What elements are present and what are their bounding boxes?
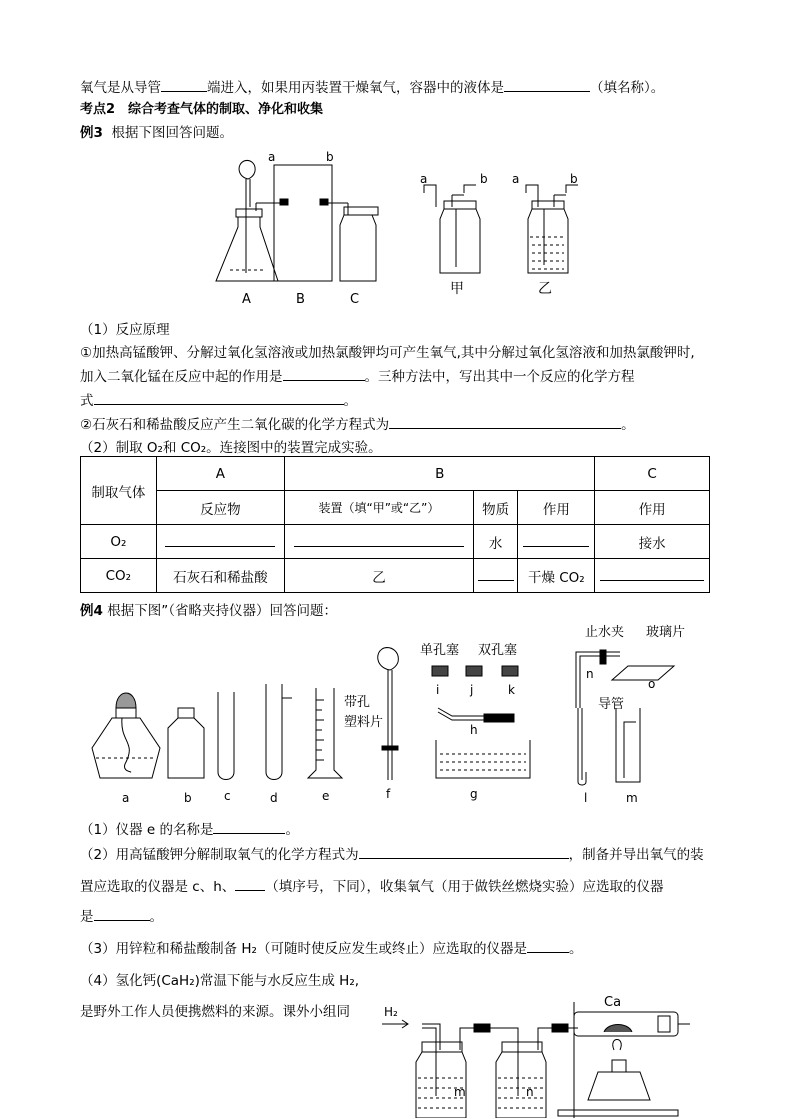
label-a: a — [268, 150, 276, 164]
text: 加入二氧化锰在反应中起的作用是 — [80, 369, 283, 385]
label-A: A — [242, 292, 251, 307]
example-text: 根据下图”（省略夹持仪器）回答问题： — [107, 603, 337, 619]
section-heading: 考点2 综合考查气体的制取、净化和收集 — [80, 102, 324, 117]
label-single: 单孔塞 — [420, 643, 460, 658]
example-3-title — [80, 121, 233, 141]
cell-reactant: 石灰石和稀盐酸 — [156, 559, 285, 593]
bottle-c — [340, 215, 376, 281]
text: 氧气是从导管 — [80, 80, 161, 96]
text: （1）仪器 e 的名称是 — [80, 822, 214, 838]
para-1-line3 — [80, 389, 357, 409]
question-2-line2 — [80, 875, 664, 895]
alcohol-lamp-2 — [588, 1072, 650, 1100]
bottle-yi — [528, 209, 568, 273]
blank[interactable] — [504, 78, 590, 92]
label-e: e — [322, 789, 330, 803]
text: 。 — [568, 941, 583, 957]
table-row — [81, 525, 710, 559]
bottle-n — [496, 1052, 546, 1118]
cell-blank[interactable] — [156, 525, 285, 559]
text: ②石灰石和稀盐酸反应产生二氧化碳的化学方程式为 — [80, 417, 390, 433]
label-m: m — [454, 1085, 466, 1099]
stopper-k — [502, 666, 518, 676]
table-row — [81, 559, 710, 593]
cell-gas: CO₂ — [81, 559, 157, 593]
label-ca: Ca — [604, 995, 622, 1010]
text: 。 — [285, 822, 299, 838]
th-C: C — [595, 457, 710, 491]
blank[interactable] — [389, 415, 621, 429]
label-n: n — [586, 667, 594, 681]
label-d: d — [270, 791, 278, 805]
question-1 — [80, 818, 299, 838]
label-c: c — [224, 789, 231, 803]
text: （填序号，下同），收集氧气（用于做铁丝燃烧实验）应选取的仪器 — [265, 879, 664, 895]
bottle-b — [168, 718, 204, 778]
label-a3: a — [512, 172, 520, 186]
label-l: l — [584, 791, 588, 805]
tube-d — [266, 684, 282, 780]
label-j: j — [470, 683, 474, 697]
blank[interactable] — [527, 939, 569, 953]
label-pipe: 导管 — [598, 697, 625, 712]
label-m: m — [626, 791, 638, 805]
para-1-line2 — [80, 365, 635, 385]
label-n: n — [526, 1085, 534, 1099]
th-substance: 物质 — [473, 491, 518, 525]
figure-apparatus-abc — [200, 145, 600, 307]
graduated-cylinder — [308, 688, 342, 778]
bottle-jia — [440, 209, 480, 273]
text: （3）用锌粒和稀盐酸制备 H₂（可随时使反应发生或终止）应选取的仪器是 — [80, 941, 527, 957]
label-b3: b — [570, 172, 578, 186]
cell-substance: 水 — [473, 525, 518, 559]
text: 。三种方法中，写出其中一个反应的化学方程 — [364, 369, 635, 385]
example-text: 根据下图回答问题。 — [111, 125, 233, 141]
figure-instruments — [80, 622, 720, 808]
text: 。 — [149, 909, 163, 925]
para-1-line1: ①加热高锰酸钾、分解过氧化氢溶液或加热氯酸钾均可产生氧气,其中分解过氧化氢溶液和加热氯酸钾时, — [80, 345, 695, 361]
label-b: b — [326, 150, 334, 164]
label-C: C — [350, 292, 360, 307]
th-gas: 制取气体 — [81, 457, 157, 525]
stopper-j — [466, 666, 482, 676]
text: 式 — [80, 393, 94, 409]
label-glass: 玻璃片 — [646, 625, 686, 640]
label-yi: 乙 — [538, 281, 552, 297]
cell-blank[interactable] — [595, 559, 710, 593]
stopper-i — [432, 666, 448, 676]
text: ，制备并导出氧气的装 — [568, 847, 704, 863]
cell-device: 乙 — [285, 559, 474, 593]
label-f: f — [386, 787, 391, 801]
stopper — [236, 209, 262, 217]
blank[interactable] — [94, 391, 344, 405]
blank[interactable] — [94, 907, 150, 921]
th-role-c: 作用 — [595, 491, 710, 525]
test-tube — [218, 692, 234, 780]
blank[interactable] — [161, 78, 207, 92]
example-label: 例3 — [80, 125, 103, 141]
line-oxygen-inlet — [80, 76, 664, 96]
text: （2）用高锰酸钾分解制取氧气的化学方程式为 — [80, 847, 359, 863]
flask-a — [216, 217, 278, 281]
blank[interactable] — [359, 845, 569, 859]
figure-hydrogen-apparatus — [378, 972, 698, 1118]
text: 置应选取的仪器是 c、h、 — [80, 879, 236, 895]
sub-heading-2: （2）制取 O₂和 CO₂。连接图中的装置完成实验。 — [80, 440, 382, 456]
para-2 — [80, 413, 635, 433]
sub-heading-1: （1）反应原理 — [80, 322, 170, 338]
gas-table — [80, 456, 710, 593]
cell-gas: O₂ — [81, 525, 157, 559]
label-i: i — [436, 683, 440, 697]
question-2-line3 — [80, 905, 163, 925]
th-role-b: 作用 — [518, 491, 595, 525]
label-double: 双孔塞 — [478, 643, 518, 658]
funnel-bulb — [239, 160, 255, 179]
label-a: a — [122, 791, 130, 805]
text: 。 — [343, 393, 357, 409]
label-h2: H₂ — [384, 1005, 398, 1019]
label-B: B — [296, 292, 305, 307]
blank[interactable] — [283, 367, 365, 381]
cell-role: 接水 — [595, 525, 710, 559]
label-h: h — [470, 723, 478, 737]
text: 端进入，如果用丙装置干燥氧气，容器中的液体是 — [207, 80, 504, 96]
label-stop-clip: 止水夹 — [585, 625, 625, 640]
label-plate-2: 塑料片 — [344, 715, 384, 730]
blank[interactable] — [235, 877, 265, 891]
question-4-line1: （4）氢化钙(CaH₂)常温下能与水反应生成 H₂, — [80, 973, 360, 989]
th-reactant: 反应物 — [156, 491, 285, 525]
label-b2: b — [480, 172, 488, 186]
label-plate-1: 带孔 — [344, 695, 371, 710]
cell-blank[interactable] — [285, 525, 474, 559]
question-4-line2: 是野外工作人员便携燃料的来源。课外小组同 — [80, 1004, 350, 1020]
blank[interactable] — [213, 820, 285, 834]
th-A: A — [156, 457, 285, 491]
text: 。 — [621, 417, 635, 433]
example-label: 例4 — [80, 603, 103, 619]
question-2-line1 — [80, 843, 704, 863]
label-b: b — [184, 791, 192, 805]
trough — [436, 740, 530, 778]
text: 是 — [80, 909, 94, 925]
glass-plate — [612, 666, 674, 680]
label-g: g — [470, 787, 478, 801]
label-o: o — [648, 677, 656, 691]
question-3 — [80, 937, 582, 957]
th-device: 装置（填“甲”或“乙”） — [285, 491, 474, 525]
box-b — [274, 165, 332, 281]
label-k: k — [508, 683, 515, 697]
text: （填名称）。 — [590, 80, 665, 96]
label-jia: 甲 — [450, 281, 464, 297]
cell-role: 干燥 CO₂ — [518, 559, 595, 593]
example-4-title — [80, 599, 337, 619]
th-B: B — [285, 457, 595, 491]
cell-blank[interactable] — [518, 525, 595, 559]
cell-blank[interactable] — [473, 559, 518, 593]
alcohol-lamp — [92, 718, 160, 778]
label-a2: a — [420, 172, 428, 186]
